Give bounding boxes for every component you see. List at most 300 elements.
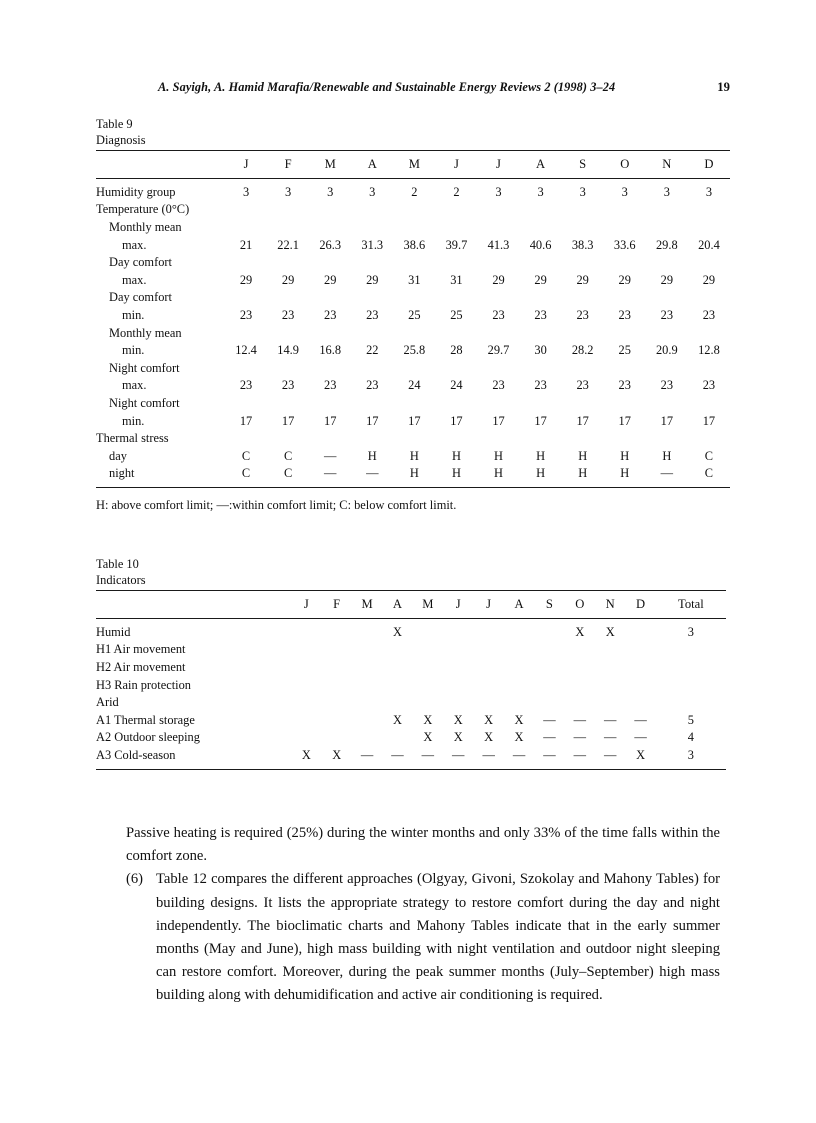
table-9-cell: 23 bbox=[281, 378, 295, 393]
table-9-cell bbox=[604, 201, 646, 219]
list-item-6-text: Table 12 compares the different approaches (Olgyay, Givoni, Szokolay and Mahony Tables) for building designs. It lists the appropriate strategy to restore comfort during the day and night independently. The bioclimatic charts and Mahony Tables indicate that in the early summer months (May and June), high mass building with night ventilation and outdoor night sleeping can restore comfort. Moreover, during the peak summer months (July–September) high mass building along with dehumidification and active air conditioning is required. bbox=[156, 871, 720, 1004]
table-9-cell bbox=[520, 201, 562, 219]
table-9-cell bbox=[688, 254, 730, 272]
table-10-cell bbox=[352, 694, 382, 712]
table-10-block bbox=[96, 557, 726, 770]
table-10-cell bbox=[321, 677, 351, 695]
table-9-cell bbox=[562, 254, 604, 272]
table-9-cell bbox=[477, 360, 519, 378]
table-9-cell: 23 bbox=[702, 307, 716, 322]
table-10-cell bbox=[443, 694, 473, 712]
table-10-row-label: A3 Cold-season bbox=[96, 747, 176, 762]
table-9-row bbox=[96, 413, 730, 431]
table-9-cell: 39.7 bbox=[445, 237, 468, 252]
table-10-col-header-Total: Total bbox=[678, 596, 704, 611]
table-9-cell: 17 bbox=[450, 413, 463, 428]
table-9-cell bbox=[646, 360, 688, 378]
table-10-row bbox=[96, 712, 726, 730]
table-10-cell bbox=[565, 641, 595, 659]
table-10-cell bbox=[382, 694, 412, 712]
table-9-cell: 23 bbox=[534, 307, 547, 322]
table-9-cell: 3 bbox=[242, 184, 250, 199]
table-10-cell: 4 bbox=[687, 730, 694, 745]
table-10-cell: X bbox=[575, 624, 585, 639]
table-9-col-header-D: D bbox=[704, 156, 714, 171]
table-10-cell bbox=[321, 694, 351, 712]
table-9-cell: 26.3 bbox=[319, 237, 342, 252]
table-10-cell bbox=[625, 641, 655, 659]
table-9-cell: 23 bbox=[492, 378, 505, 393]
table-9-cell: 12.4 bbox=[235, 343, 257, 358]
table-9-cell bbox=[267, 325, 309, 343]
table-9-cell bbox=[267, 289, 309, 307]
table-9-cell bbox=[267, 254, 309, 272]
table-9-cell bbox=[435, 289, 477, 307]
table-10-cell: X bbox=[514, 730, 524, 745]
table-10-cell bbox=[413, 694, 443, 712]
table-9-cell: 23 bbox=[239, 378, 253, 393]
table-10-cell bbox=[291, 618, 321, 641]
table-9-cell bbox=[309, 325, 351, 343]
table-9-cell bbox=[309, 395, 351, 413]
table-9-cell: — bbox=[324, 466, 337, 481]
table-9-cell: 28.2 bbox=[571, 343, 594, 358]
table-10-cell bbox=[352, 659, 382, 677]
table-9-row bbox=[96, 448, 730, 466]
table-10-header-row bbox=[96, 591, 726, 619]
table-9-cell: 29 bbox=[618, 272, 631, 287]
table-10-cell bbox=[473, 659, 503, 677]
table-9-cell: 20.4 bbox=[698, 237, 720, 252]
table-9-cell bbox=[393, 430, 435, 448]
table-10-cell bbox=[473, 694, 503, 712]
table-9-cell: H bbox=[620, 466, 630, 481]
table-9-cell bbox=[393, 254, 435, 272]
table-10-cell: — bbox=[543, 730, 556, 745]
table-10-cell bbox=[595, 694, 625, 712]
table-10-cell: — bbox=[604, 747, 617, 762]
table-10-cell: — bbox=[634, 712, 647, 727]
table-10-cell bbox=[321, 618, 351, 641]
table-10-cell bbox=[565, 659, 595, 677]
table-9-cell bbox=[435, 360, 477, 378]
table-9-cell bbox=[435, 325, 477, 343]
table-9-cell bbox=[688, 325, 730, 343]
table-9-cell bbox=[520, 219, 562, 237]
table-9-cell: C bbox=[241, 466, 251, 481]
table-9-row-label: Day comfort bbox=[109, 255, 172, 270]
table-9-cell: 24 bbox=[450, 378, 463, 393]
table-9-col-header-A: A bbox=[536, 156, 546, 171]
table-9-cell: — bbox=[366, 466, 379, 481]
table-9-cell: H bbox=[451, 448, 461, 463]
table-9-cell bbox=[351, 395, 393, 413]
table-9-cell: 23 bbox=[660, 378, 674, 393]
table-9-cell bbox=[225, 325, 267, 343]
table-9-cell bbox=[520, 254, 562, 272]
table-9-cell bbox=[351, 201, 393, 219]
table-9-row bbox=[96, 254, 730, 272]
table-10-cell bbox=[504, 641, 534, 659]
table-9-col-header-J: J bbox=[496, 156, 501, 171]
table-9-cell: H bbox=[662, 448, 672, 463]
table-9-cell: 17 bbox=[702, 413, 716, 428]
table-10-corner-cell bbox=[96, 591, 291, 619]
table-9-row-label: max. bbox=[122, 272, 147, 287]
table-10 bbox=[96, 590, 726, 770]
table-10-cell: 3 bbox=[687, 624, 694, 639]
table-9-cell bbox=[351, 430, 393, 448]
table-9-cell: 21 bbox=[239, 237, 253, 252]
table-10-cell: — bbox=[604, 712, 617, 727]
table-10-cell: — bbox=[360, 747, 374, 762]
table-9-cell bbox=[351, 325, 393, 343]
table-9-cell: 23 bbox=[239, 307, 253, 322]
table-9-cell: H bbox=[578, 466, 588, 481]
table-10-row-label: Arid bbox=[96, 695, 119, 710]
running-head-citation: A. Sayigh, A. Hamid Marafia/Renewable and Sustainable Energy Reviews 2 (1998) 3–24 bbox=[158, 80, 616, 94]
table-10-cell bbox=[534, 641, 564, 659]
table-9-cell bbox=[309, 430, 351, 448]
table-10-cell: — bbox=[573, 730, 586, 745]
table-9-row-label: Temperature (0°C) bbox=[96, 202, 190, 217]
table-10-cell bbox=[656, 659, 726, 677]
table-9-cell: 23 bbox=[576, 307, 589, 322]
table-10-cell: — bbox=[543, 747, 556, 762]
table-9-cell bbox=[393, 360, 435, 378]
table-9-cell bbox=[604, 325, 646, 343]
table-9-cell: 17 bbox=[366, 413, 379, 428]
table-9-cell bbox=[520, 289, 562, 307]
table-10-cell: X bbox=[636, 747, 646, 762]
table-10-cell: 3 bbox=[687, 747, 694, 762]
table-9-cell: C bbox=[283, 466, 293, 481]
table-9-cell bbox=[267, 430, 309, 448]
table-10-cell bbox=[504, 694, 534, 712]
table-9-cell bbox=[435, 219, 477, 237]
table-9-cell: 22.1 bbox=[277, 237, 299, 252]
table-9-cell: 29 bbox=[534, 272, 547, 287]
table-9-cell: 23 bbox=[281, 307, 295, 322]
table-9-col-header-O: O bbox=[620, 156, 630, 171]
table-9-cell: 29 bbox=[281, 272, 295, 287]
table-9-title: Diagnosis bbox=[96, 132, 146, 147]
table-9-cell: 24 bbox=[408, 378, 421, 393]
table-10-cell: X bbox=[423, 730, 433, 745]
table-10-cell bbox=[352, 712, 382, 730]
table-9-row-label: day bbox=[109, 448, 127, 463]
table-9-cell: H bbox=[536, 448, 546, 463]
table-10-cell bbox=[565, 694, 595, 712]
table-9-cell: 29 bbox=[492, 272, 505, 287]
table-10-cell bbox=[625, 694, 655, 712]
table-9-cell bbox=[477, 395, 519, 413]
table-9-cell: 23 bbox=[324, 307, 337, 322]
table-9-cell: H bbox=[536, 466, 546, 481]
table-10-row bbox=[96, 677, 726, 695]
table-10-cell bbox=[382, 641, 412, 659]
table-10-col-header-M: M bbox=[361, 596, 373, 611]
table-10-cell: X bbox=[301, 747, 311, 762]
table-9-cell: H bbox=[409, 448, 419, 463]
table-9-cell: 23 bbox=[534, 378, 547, 393]
running-head bbox=[96, 80, 730, 95]
table-9-cell bbox=[225, 430, 267, 448]
table-9-row-label: Night comfort bbox=[109, 395, 180, 410]
table-9-row bbox=[96, 395, 730, 413]
table-10-cell bbox=[413, 659, 443, 677]
table-9-cell: H bbox=[409, 466, 419, 481]
table-9-row bbox=[96, 178, 730, 201]
table-10-col-header-J: J bbox=[303, 596, 309, 611]
table-9-row bbox=[96, 237, 730, 255]
table-9-cell: 3 bbox=[369, 184, 376, 199]
table-9-col-header-N: N bbox=[662, 156, 672, 171]
table-9-cell: 17 bbox=[324, 413, 337, 428]
table-10-cell: — bbox=[573, 712, 586, 727]
table-9-row bbox=[96, 201, 730, 219]
table-10-cell bbox=[413, 618, 443, 641]
table-9-cell bbox=[688, 219, 730, 237]
table-9-row bbox=[96, 272, 730, 290]
table-10-cell bbox=[504, 618, 534, 641]
table-10-head bbox=[96, 591, 726, 619]
table-9-cell bbox=[309, 254, 351, 272]
table-10-cell bbox=[291, 729, 321, 747]
table-10-cell bbox=[352, 641, 382, 659]
table-10-col-header-S: S bbox=[545, 596, 553, 611]
table-9-row-label: max. bbox=[122, 378, 147, 393]
table-10-cell: X bbox=[484, 730, 494, 745]
table-9-cell: H bbox=[494, 448, 503, 463]
table-10-cell bbox=[656, 694, 726, 712]
table-9-cell bbox=[520, 325, 562, 343]
table-9-cell: 23 bbox=[492, 307, 505, 322]
table-9-cell: 29.8 bbox=[655, 237, 678, 252]
table-9-cell: 25 bbox=[408, 307, 421, 322]
table-9-cell bbox=[562, 360, 604, 378]
table-9-cell bbox=[477, 201, 519, 219]
table-9-row bbox=[96, 219, 730, 237]
table-9-cell: 29 bbox=[576, 272, 589, 287]
table-10-cell bbox=[443, 618, 473, 641]
table-9-cell bbox=[562, 201, 604, 219]
table-10-cell: X bbox=[392, 712, 402, 727]
table-10-cell bbox=[565, 677, 595, 695]
table-9-cell: H bbox=[367, 448, 377, 463]
table-10-cell bbox=[413, 641, 443, 659]
table-10-cell bbox=[382, 659, 412, 677]
table-10-cell: X bbox=[484, 712, 494, 727]
table-9-cell: 29.7 bbox=[487, 343, 510, 358]
table-10-row-label: H3 Rain protection bbox=[96, 677, 191, 692]
table-9-cell: 20.9 bbox=[655, 343, 678, 358]
table-10-cell: X bbox=[332, 747, 342, 762]
table-10-cell bbox=[473, 618, 503, 641]
table-9-col-header-M: M bbox=[408, 156, 420, 171]
table-9-cell bbox=[225, 201, 267, 219]
table-9-cell: 38.3 bbox=[571, 237, 594, 252]
table-10-cell: — bbox=[421, 747, 435, 762]
table-9-cell: C bbox=[283, 448, 293, 463]
table-9-cell bbox=[225, 289, 267, 307]
list-item-6 bbox=[126, 868, 720, 1007]
table-9-cell bbox=[309, 201, 351, 219]
table-9-row-label: max. bbox=[122, 237, 147, 252]
table-9-cell: 41.3 bbox=[487, 237, 510, 252]
table-9-cell bbox=[435, 430, 477, 448]
table-10-cell bbox=[534, 677, 564, 695]
table-10-cell bbox=[534, 618, 564, 641]
table-9-cell bbox=[477, 325, 519, 343]
table-10-row-label: A1 Thermal storage bbox=[96, 712, 195, 727]
table-10-col-header-J: J bbox=[455, 596, 461, 611]
table-9-cell bbox=[351, 219, 393, 237]
table-9-cell: 29 bbox=[366, 272, 379, 287]
table-10-cell bbox=[291, 694, 321, 712]
table-9-cell bbox=[309, 289, 351, 307]
table-9-corner-cell bbox=[96, 151, 225, 179]
table-9-cell bbox=[435, 395, 477, 413]
table-9-cell: 23 bbox=[618, 307, 631, 322]
table-10-col-header-J: J bbox=[486, 596, 492, 611]
table-9-cell: 23 bbox=[366, 307, 379, 322]
list-item-6-marker: (6) bbox=[126, 871, 144, 888]
table-10-cell: X bbox=[423, 712, 433, 727]
table-10-cell bbox=[443, 641, 473, 659]
table-10-col-header-M: M bbox=[422, 596, 434, 611]
table-9-body bbox=[96, 178, 730, 488]
table-9-block bbox=[96, 117, 730, 513]
table-9-cell bbox=[646, 219, 688, 237]
table-9-cell bbox=[562, 289, 604, 307]
table-9-cell bbox=[267, 360, 309, 378]
table-9-cell: 33.6 bbox=[613, 237, 636, 252]
table-9-cell: 29 bbox=[239, 272, 253, 287]
table-9-cell: 23 bbox=[576, 378, 589, 393]
table-9-cell: 3 bbox=[663, 184, 670, 199]
table-9-cell bbox=[393, 219, 435, 237]
table-10-cell: — bbox=[452, 747, 465, 762]
table-9-cell bbox=[225, 395, 267, 413]
table-10-title: Indicators bbox=[96, 572, 146, 587]
table-9-header-row bbox=[96, 151, 730, 179]
table-10-cell bbox=[413, 677, 443, 695]
table-10-cell: 5 bbox=[687, 712, 694, 727]
table-9-cell bbox=[688, 395, 730, 413]
table-9-cell bbox=[393, 289, 435, 307]
table-9-row bbox=[96, 307, 730, 325]
table-9-cell: 3 bbox=[579, 184, 586, 199]
table-9-row-label: min. bbox=[122, 307, 145, 322]
table-9-row bbox=[96, 342, 730, 360]
table-9-cell: C bbox=[704, 466, 714, 481]
table-9-cell: C bbox=[704, 448, 714, 463]
table-10-cell bbox=[291, 659, 321, 677]
table-9-cell bbox=[688, 201, 730, 219]
table-9-row bbox=[96, 360, 730, 378]
table-10-cell: — bbox=[604, 730, 617, 745]
table-9-cell: 31 bbox=[408, 272, 421, 287]
table-9-cell bbox=[604, 219, 646, 237]
table-9-row bbox=[96, 325, 730, 343]
table-9-cell: 31 bbox=[450, 272, 463, 287]
table-9-cell: 3 bbox=[327, 184, 334, 199]
table-9-cell: C bbox=[241, 448, 251, 463]
table-10-cell bbox=[595, 677, 625, 695]
table-9-cell bbox=[646, 395, 688, 413]
table-10-cell bbox=[291, 712, 321, 730]
table-10-row bbox=[96, 747, 726, 770]
table-9-row-label: Day comfort bbox=[109, 290, 172, 305]
table-9-row-label: Monthly mean bbox=[109, 325, 182, 340]
table-9-cell bbox=[267, 201, 309, 219]
table-9-cell: 30 bbox=[534, 343, 547, 358]
table-10-number: Table 10 bbox=[96, 557, 139, 571]
table-9-cell bbox=[351, 289, 393, 307]
table-9-cell bbox=[309, 219, 351, 237]
table-10-col-header-A: A bbox=[392, 596, 403, 611]
table-10-cell bbox=[534, 659, 564, 677]
table-10-cell bbox=[625, 659, 655, 677]
table-10-cell bbox=[321, 712, 351, 730]
table-9-row-label: Thermal stress bbox=[96, 431, 169, 446]
table-9-cell bbox=[393, 201, 435, 219]
table-9-cell bbox=[267, 219, 309, 237]
table-9-cell bbox=[646, 430, 688, 448]
table-9-cell: 17 bbox=[534, 413, 547, 428]
table-9-cell bbox=[393, 395, 435, 413]
table-9-cell bbox=[393, 325, 435, 343]
table-10-cell bbox=[443, 677, 473, 695]
table-9-cell bbox=[646, 289, 688, 307]
table-10-col-header-A: A bbox=[514, 596, 524, 611]
table-9-cell: 38.6 bbox=[403, 237, 426, 252]
table-9-cell bbox=[267, 395, 309, 413]
table-10-row bbox=[96, 641, 726, 659]
table-9-cell bbox=[435, 254, 477, 272]
table-9-col-header-F: F bbox=[284, 156, 292, 171]
table-9-row bbox=[96, 289, 730, 307]
table-9-cell bbox=[562, 325, 604, 343]
table-10-row bbox=[96, 659, 726, 677]
table-9-cell bbox=[309, 360, 351, 378]
table-9-cell: H bbox=[578, 448, 588, 463]
table-9-cell bbox=[562, 395, 604, 413]
table-10-cell bbox=[656, 641, 726, 659]
table-9-cell bbox=[477, 430, 519, 448]
paragraph-continuation: Passive heating is required (25%) during the winter months and only 33% of the time falls within the comfort zone. bbox=[126, 825, 720, 865]
table-9-cell: 17 bbox=[576, 413, 589, 428]
table-9-row-label: min. bbox=[122, 413, 145, 428]
table-10-cell bbox=[473, 677, 503, 695]
table-9-cell: 29 bbox=[324, 272, 337, 287]
table-9-cell: 22 bbox=[366, 343, 379, 358]
table-9-col-header-J: J bbox=[243, 156, 249, 171]
table-9-cell bbox=[225, 360, 267, 378]
table-9-cell: 3 bbox=[537, 184, 544, 199]
table-10-cell bbox=[534, 694, 564, 712]
table-9-cell bbox=[688, 430, 730, 448]
table-9-cell: 28 bbox=[450, 343, 463, 358]
table-10-row bbox=[96, 729, 726, 747]
table-9-cell bbox=[646, 325, 688, 343]
table-9-cell: 40.6 bbox=[529, 237, 552, 252]
table-9-cell bbox=[688, 360, 730, 378]
table-9-cell: 17 bbox=[492, 413, 505, 428]
table-9-cell: 29 bbox=[702, 272, 716, 287]
table-9-cell: 29 bbox=[660, 272, 674, 287]
